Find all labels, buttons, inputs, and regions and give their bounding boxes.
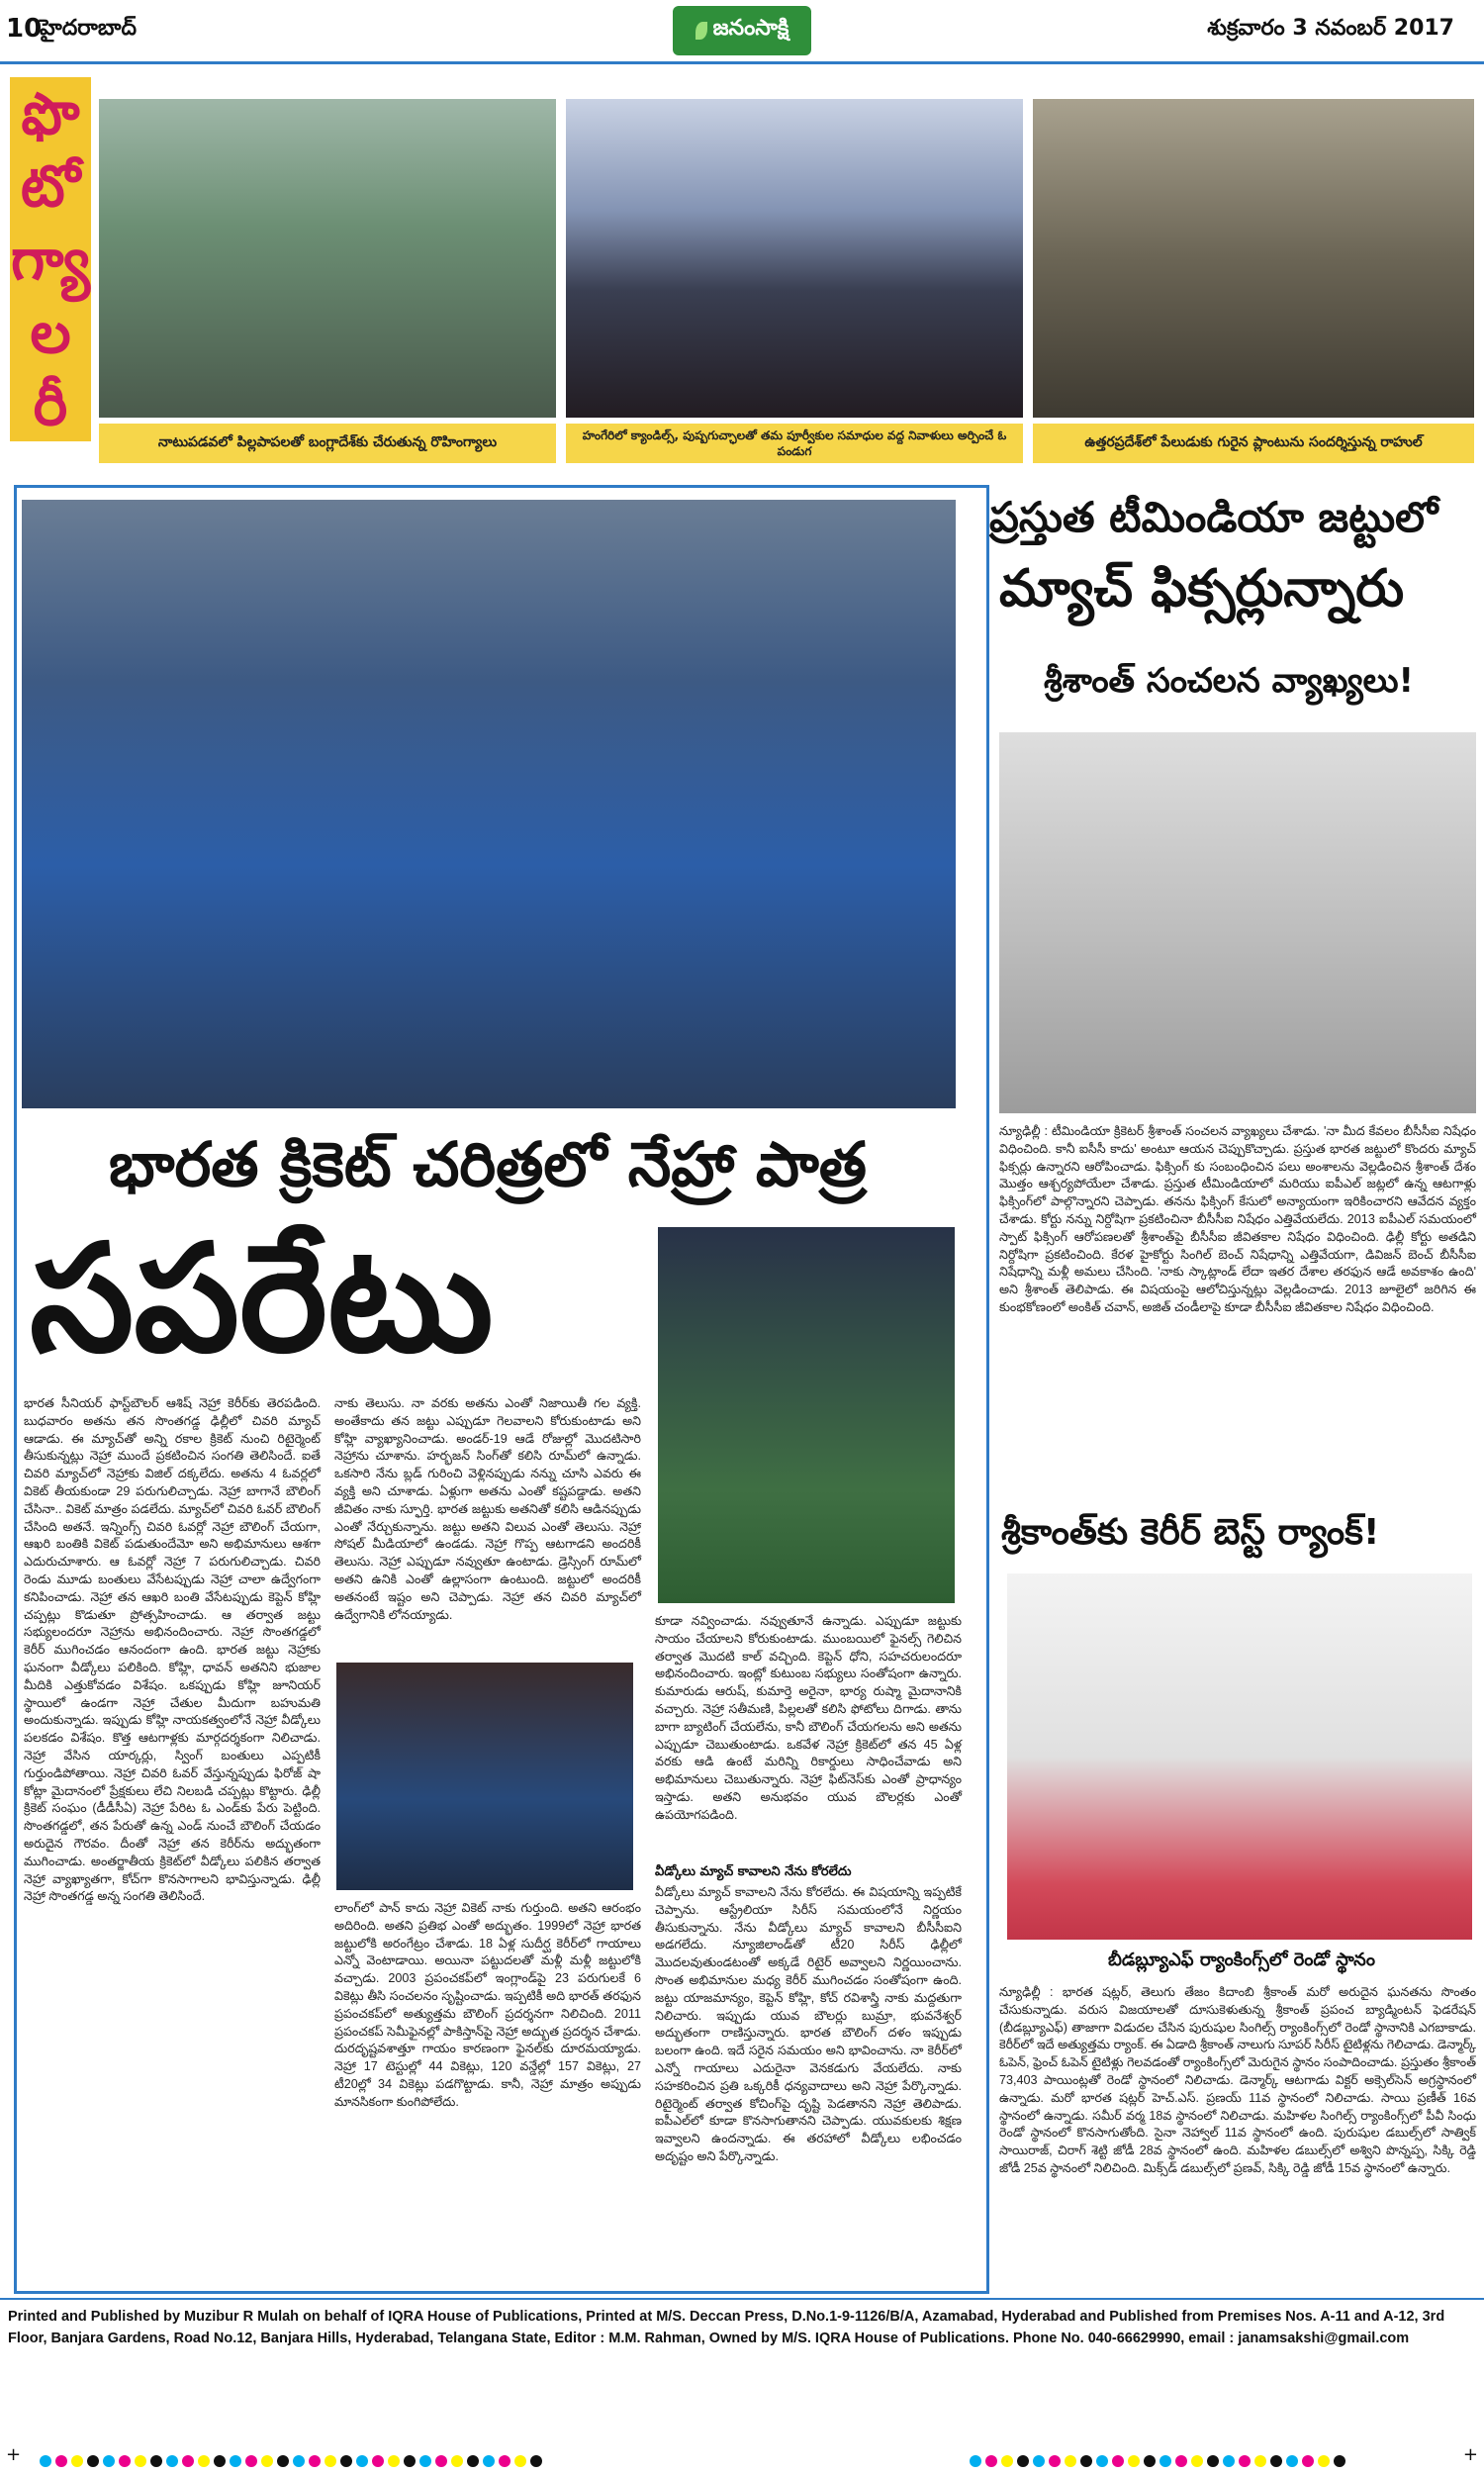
- sreesanth-headline-line2: మ్యాచ్ ఫిక్సర్లున్నారు: [999, 559, 1405, 619]
- footer-imprint: Printed and Published by Muzibur R Mulah on behalf of IQRA House of Publications, Printed at M/S. Deccan Press, D.No.1-9-1126/B/A, Azamabad, Hyderabad and Published from Premises Nos. A-11 and A-12, 3rd Floor, Banjara Gardens, Road No.12, Banjara Hills, Hyderabad, Telangana State, Editor : M.M. Rahman, Owned by M/S. IQRA House of Publications. Phone No. 040-66629990, email : janamsakshi@gmail.com: [8, 2309, 1445, 2346]
- nehra-col-3b: వీడ్కోలు మ్యాచ్ కావాలని నేను కోరలేదు. ఈ విషయాన్ని ఇప్పటికే చెప్పాను. ఆస్ట్రేలియా సిరీస్ సమయంలోనే నిర్ణయం తీసుకున్నాను. నేను వీడ్కోలు మ్యాచ్ కావాలని బీసీసీఐని అడగలేదు. న్యూజిలాండ్‌తో టీ20 సిరీస్ ఢిల్లీలో మొదలవుతుండటంతో అక్కడే రిటైర్ అవ్వాలని నిర్ణయించాను. సొంత అభిమానుల మధ్య కెరీర్ ముగించడం సంతోషంగా ఉంది. జట్టు యాజమాన్యం, కెప్టెన్ కోహ్లి, కోచ్ రవిశాస్త్రి నాకు మద్దతుగా నిలిచారు. ఇప్పుడు యువ బౌలర్లు బుమ్రా, భువనేశ్వర్ అద్భుతంగా రాణిస్తున్నారు. భారత బౌలింగ్ దళం ఇప్పుడు బలంగా ఉంది. ఇదే సరైన సమయం అని భావించాను. నా కెరీర్‌లో ఎన్నో గాయాలు ఎదురైనా వెనకడుగు వేయలేదు. నాకు సహకరించిన ప్రతి ఒక్కరికీ ధన్యవాదాలు అని నెహ్రా పేర్కొన్నాడు. రిటైర్మెంట్ తర్వాత కోచింగ్‌పై దృష్టి పెడతానని నెహ్రా తెలిపాడు. ఐపీఎల్‌లో కూడా కొనసాగుతానని చెప్పాడు. యువకులకు శిక్షణ ఇవ్వాలని ఉందన్నాడు. ఈ తరహాలో వీడ్కోలు లభించడం అదృష్టం అని పేర్కొన్నాడు.: [655, 1885, 966, 2163]
- leaf-icon: [696, 22, 707, 40]
- header-divider: [0, 61, 1484, 64]
- color-registration-strip: [40, 2455, 542, 2467]
- nehra-col-3: కూడా నవ్వించాడు. నవ్వుతూనే ఉన్నాడు. ఎప్పుడూ జట్టుకు సాయం చేయాలని కోరుకుంటాడు. ముంబయిలో ఫైనల్స్ గెలిచిన తర్వాత మొదటి కాల్ వచ్చింది. కెప్టెన్ ధోని, సహచరులందరూ అభినందించారు. ఇంట్లో కుటుంబ సభ్యులు సంతోషంగా ఉన్నారు. కుమారుడు ఆరుష్, కుమార్తె అరైనా, భార్య రుష్మా మైదానానికి వచ్చారు. నెహ్రా సతీమణి, పిల్లలతో కలిసి ఫోటోలు దిగాడు. తాను బాగా బ్యాటింగ్ చేయలేను, కానీ బౌలింగ్ చేయగలను అని అతను ఎప్పుడూ చెబుతుంటాడు. ఒకవేళ నెహ్రా క్రికెట్‌లో తన 45 ఏళ్ల వరకు ఆడి ఉంటే మరిన్ని రికార్డులు సాధించేవాడు అని అభిమానులు చెబుతున్నారు. నెహ్రా ఫిట్‌నెస్‌కు ఎంతో ప్రాధాన్యం ఇస్తాడు. అతని అనుభవం యువ బౌలర్లకు ఎంతో ఉపయోగపడింది.: [655, 1614, 966, 1822]
- srikanth-photo: [1007, 1573, 1472, 1940]
- gallery-photo-rohingya: [99, 99, 556, 418]
- nehra-family-photo: [658, 1227, 955, 1603]
- header-city: హైదరాబాద్: [40, 16, 137, 41]
- sreesanth-photo: [999, 732, 1476, 1113]
- nehra-col-3-subhead: వీడ్కోలు మ్యాచ్ కావాలని నేను కోరలేదు: [655, 1864, 852, 1879]
- gallery-caption-1: నాటుపడవలో పిల్లపాపలతో బంగ్లాదేశ్‌కు చేరుతున్న రొహింగ్యాలు: [99, 424, 556, 463]
- gallery-letter: రీ: [33, 371, 68, 439]
- nehra-headline: భారత క్రికెట్ చరిత్రలో నేహ్రా పాత్ర: [109, 1128, 868, 1200]
- page-number: 10: [6, 14, 43, 44]
- color-registration-strip-right: [970, 2455, 1345, 2467]
- gallery-letter: ల: [30, 298, 71, 366]
- footer-divider: [0, 2298, 1484, 2300]
- gallery-letter: ఫొ: [21, 79, 80, 147]
- registration-mark-icon-right: +: [1462, 2444, 1478, 2465]
- srikanth-photo-caption: బీడబ్ల్యూఎఫ్ ర్యాంకింగ్స్‌లో రెండో స్థానం: [1108, 1950, 1375, 1970]
- sreesanth-subheadline: శ్రీశాంత్ సంచలన వ్యాఖ్యలు!: [1044, 661, 1415, 701]
- sreesanth-body: న్యూఢిల్లీ : టీమిండియా క్రికెటర్ శ్రీశాంత్ సంచలన వ్యాఖ్యలు చేశాడు. 'నా మీద కేవలం బీసీసీఐ నిషేధం విధించింది. కానీ ఐసీసీ కాదు' అంటూ ఆయన చెప్పుకొచ్చాడు. ప్రస్తుత భారత జట్టులో కొందరు మ్యాచ్ ఫిక్సర్లు ఉన్నారని ఆరోపించాడు. ఫిక్సింగ్ కు సంబంధించిన పలు అంశాలను వెల్లడించిన శ్రీశాంత్ దేశం మొత్తం ఆశ్చర్యపోయేలా చేశాడు. ప్రస్తుత టీమిండియాలో మరియు ఐపీఎల్ జట్లలో ఉన్న ఆటగాళ్లు ఫిక్సింగ్‌లో పాల్గొన్నారని చెప్పాడు. తనను ఫిక్సింగ్ కేసులో అన్యాయంగా ఇరికించారని ఆవేదన వ్యక్తం చేశాడు. కోర్టు నన్ను నిర్దోషిగా ప్రకటించినా బీసీసీఐ నిషేధం ఎత్తివేయలేదు. 2013 ఐపీఎల్ సమయంలో స్పాట్ ఫిక్సింగ్ ఆరోపణలతో శ్రీశాంత్‌పై బీసీసీఐ జీవితకాల నిషేధం విధించింది. ఢిల్లీ కోర్టు అతడిని నిర్దోషిగా ప్రకటించింది. కేరళ హైకోర్టు సింగిల్ బెంచ్ నిషేధాన్ని ఎత్తివేయగా, డివిజన్ బెంచ్ బీసీసీఐ నిషేధాన్ని మళ్లీ అమలు చేసింది. 'నాకు స్కాట్లాండ్ లేదా ఇతర దేశాల తరఫున ఆడే అవకాశం ఉంది' అని శ్రీశాంత్ తెలిపాడు. ఈ విషయంపై ఆలోచిస్తున్నట్లు వెల్లడించాడు. 2013 జూలైలో జరిగిన ఈ కుంభకోణంలో అంకిత్ చవాన్, అజిత్ చండీలాపై కూడా బీసీసీఐ జీవితకాల నిషేధం విధించింది.: [999, 1124, 1480, 1314]
- header-date: శుక్రవారం 3 నవంబర్ 2017: [1207, 16, 1454, 41]
- logo: [673, 6, 811, 55]
- nehra-big-word: సపరేటు: [30, 1213, 494, 1385]
- srikanth-body: న్యూఢిల్లీ : భారత షట్లర్, తెలుగు తేజం కిదాంబి శ్రీకాంత్ మరో అరుదైన ఘనతను సొంతం చేసుకున్నాడు. వరుస విజయాలతో దూసుకెళుతున్న శ్రీకాంత్ ప్రపంచ బ్యాడ్మింటన్ ఫెడరేషన్ (బీడబ్ల్యూఎఫ్) తాజాగా విడుదల చేసిన పురుషుల సింగిల్స్ ర్యాంకింగ్స్‌లో రెండో స్థానానికి ఎగబాకాడు. కెరీర్‌లో ఇదే అత్యుత్తమ ర్యాంక్. ఈ ఏడాది శ్రీకాంత్ నాలుగు సూపర్ సిరీస్ టైటిళ్లను గెలిచాడు. డెన్మార్క్ ఓపెన్, ఫ్రెంచ్ ఓపెన్ టైటిళ్లు గెలవడంతో ర్యాంకింగ్స్‌లో మెరుగైన స్థానం సంపాదించాడు. ప్రస్తుతం శ్రీకాంత్ 73,403 పాయింట్లతో రెండో స్థానంలో నిలిచాడు. డెన్మార్క్ ఆటగాడు విక్టర్ అక్సెల్‌సెన్ అగ్రస్థానంలో ఉన్నాడు. మరో భారత షట్లర్ హెచ్.ఎస్. ప్రణయ్ 11వ స్థానంలో నిలిచాడు. సాయి ప్రణీత్ 16వ స్థానంలో ఉన్నాడు. సమీర్ వర్మ 18వ స్థానంలో నిలిచాడు. మహిళల సింగిల్స్ ర్యాంకింగ్స్‌లో పీవీ సింధు రెండో స్థానంలో కొనసాగుతోంది. సైనా నెహ్వాల్ 11వ స్థానంలో ఉంది. పురుషుల డబుల్స్‌లో సాత్విక్ సాయిరాజ్, చిరాగ్ శెట్టి జోడీ 28వ స్థానంలో ఉంది. మహిళల డబుల్స్‌లో అశ్విని పొన్నప్ప, సిక్కి రెడ్డి జోడీ 25వ స్థానంలో నిలిచింది. మిక్స్‌డ్ డబుల్స్‌లో ప్రణవ్, సిక్కి రెడ్డి జోడీ 15వ స్థానంలో ఉన్నారు.: [999, 1985, 1480, 2175]
- nehra-lifted-photo: [336, 1663, 633, 1890]
- registration-mark-icon: +: [6, 2444, 22, 2465]
- nehra-main-photo: [22, 500, 956, 1108]
- gallery-caption-3: ఉత్తరప్రదేశ్‌లో పేలుడుకు గురైన ప్లాంటును సందర్శిస్తున్న రాహుల్: [1033, 424, 1474, 463]
- gallery-caption-2: హంగేరిలో క్యాండిల్స్‌, పుష్పగుచ్ఛాలతో తమ పూర్వీకుల సమాధుల వద్ద నివాళులు అర్పించే ఓ పండుగ: [566, 424, 1023, 463]
- page-header: [0, 0, 1484, 71]
- logo-text: జనంసాక్షి: [712, 16, 789, 41]
- nehra-col-2: నాకు తెలుసు. నా వరకు అతను ఎంతో నిజాయితీ గల వ్యక్తి. అంతేకాదు తన జట్టు ఎప్పుడూ గెలవాలని కోరుకుంటాడు అని కోహ్లి వ్యాఖ్యానించాడు. అండర్-19 ఆడే రోజుల్లో మొదటిసారి నెహ్రాను చూశాను. హర్భజన్ సింగ్‌తో కలిసి రూమ్‌లో ఉన్నాడు. ఒకసారి నేను బ్లడ్ గురించి వెళ్లినప్పుడు నన్ను చూసి ఎవరు ఈ వ్యక్తి అని చూశాడు. ఏళ్లుగా అతను ఎంతో కష్టపడ్డాడు. అతని జీవితం నాకు స్ఫూర్తి. భారత జట్టుకు అతనితో కలిసి ఆడినప్పుడు ఎంతో నేర్చుకున్నాను. జట్టు అతని విలువ ఎంతో తెలుసు. నెహ్రా సోషల్ మీడియాలో ఉండడు. నెహ్రా గొప్ప ఆటగాడని అందరికీ తెలుసు. నెహ్రా ఎప్పుడూ నవ్వుతూ ఉంటాడు. డ్రెస్సింగ్ రూమ్‌లో అతని ఉనికి ఎంతో ఉల్లాసంగా ఉంటుంది. జట్టులో అందరికీ అతనంటే ఇష్టం అని చెప్పాడు. నెహ్రా తన చివరి మ్యాచ్‌లో ఉద్వేగానికి లోనయ్యాడు.: [334, 1396, 645, 1622]
- nehra-col-1: భారత సీనియర్ ఫాస్ట్‌బౌలర్ ఆశిష్ నెహ్రా కెరీర్‌కు తెరపడింది. బుధవారం అతను తన సొంతగడ్డ ఢిల్లీలో చివరి మ్యాచ్ ఆడాడు. ఈ మ్యాచ్‌తో అన్ని రకాల క్రికెట్ నుంచి రిటైర్మెంట్ తీసుకున్నట్లు నెహ్రా ముందే ప్రకటించిన సంగతి తెలిసిందే. ఐతే చివరి మ్యాచ్‌లో నెహ్రాకు విజిల్ దక్కలేదు. అతను 4 ఓవర్లలో వికెట్ తీయకుండా 29 పరుగులిచ్చాడు. నెహ్రా బాగానే బౌలింగ్ చేసినా.. వికెట్ మాత్రం పడలేదు. మ్యాచ్‌లో చివరి ఓవర్ బౌలింగ్ చేసింది అతనే. ఇన్నింగ్స్ చివరి ఓవర్లో నెహ్రా బౌలింగ్ చేయగా, ఆఖరి బంతికి వికెట్ పడుతుందేమో అని అభిమానులు ఆశగా ఎదురుచూశారు. ఆ ఓవర్లో నెహ్రా 7 పరుగులిచ్చాడు. చివరి రెండు మూడు బంతులు వేసేటప్పుడు నెహ్రా చాలా ఉద్వేగంగా కనిపించాడు. నెహ్రా తన ఆఖరి బంతి వేసేటప్పుడు కెప్టెన్ కోహ్లి చప్పట్లు కొడుతూ ప్రోత్సహించాడు. ఆ తర్వాత జట్టు సభ్యులందరూ నెహ్రాను అభినందించారు. నెహ్రా సొంతగడ్డలో కెరీర్ ముగించడం ఆనందంగా ఉంది. భారత జట్టు నెహ్రాకు ఘనంగా వీడ్కోలు పలికింది. కోహ్లి, ధావన్ అతనిని భుజాల మీదికి ఎత్తుకోవడం విశేషం. ఒకప్పుడు కోహ్లి జూనియర్ స్థాయిలో ఉండగా నెహ్రా చేతుల మీదుగా బహుమతి అందుకున్నాడు. ఇప్పుడు కోహ్లి నాయకత్వంలోనే నెహ్రా వీడ్కోలు పలకడం విశేషం. కొత్త ఆటగాళ్లకు మార్గదర్శకంగా నిలిచాడు. నెహ్రా వేసిన యార్కర్లు, స్వింగ్ బంతులు ఎప్పటికీ గుర్తుండిపోతాయి. నెహ్రా చివరి ఓవర్ వేస్తున్నప్పుడు ఫిరోజ్ షా కోట్లా మైదానంలో ప్రేక్షకులు లేచి నిలబడి చప్పట్లు కొట్టారు. ఢిల్లీ క్రికెట్ సంఘం (డీడీసీఏ) నెహ్రా పేరిట ఓ ఎండ్‌కు పేరు పెట్టింది. సొంతగడ్డలో, తన పేరుతో ఉన్న ఎండ్ నుంచే బౌలింగ్ చేయడం అరుదైన గౌరవం. దీంతో నెహ్రా తన కెరీర్‌ను అద్భుతంగా ముగించాడు. అంతర్జాతీయ క్రికెట్‌లో వీడ్కోలు పలికిన తర్వాత నెహ్రా వ్యాఖ్యాతగా, కోచ్‌గా కొనసాగాలని భావిస్తున్నాడు. ఢిల్లీ నెహ్రా సొంతగడ్డ అన్న సంగతి తెలిసిందే.: [24, 1396, 325, 1904]
- sreesanth-headline-line1: ప్రస్తుత టీమిండియా జట్టులో: [989, 493, 1438, 541]
- gallery-photo-rahul: [1033, 99, 1474, 418]
- srikanth-headline: శ్రీకాంత్‌కు కెరీర్ బెస్ట్ ర్యాంక్!: [1001, 1512, 1380, 1553]
- gallery-letter: గ్యా: [11, 225, 90, 293]
- gallery-letter: టో: [20, 152, 81, 221]
- nehra-col-2b: లాంగ్‌లో పాన్ కాదు నెహ్రా వికెట్ నాకు గుర్తుంది. అతని ఆరంభం అదిరింది. అతని ప్రతిభ ఎంతో అద్భుతం. 1999లో నెహ్రా భారత జట్టులోకి అరంగేట్రం చేశాడు. 18 ఏళ్ల సుదీర్ఘ కెరీర్‌లో గాయాలు ఎన్నో వెంటాడాయి. అయినా పట్టుదలతో మళ్లీ మళ్లీ జట్టులోకి వచ్చాడు. 2003 ప్రపంచకప్‌లో ఇంగ్లాండ్‌పై 23 పరుగులకే 6 వికెట్లు తీసి సంచలనం సృష్టించాడు. ఇప్పటికీ అది భారత్ తరఫున ప్రపంచకప్‌లో అత్యుత్తమ బౌలింగ్ ప్రదర్శనగా నిలిచింది. 2011 ప్రపంచకప్ సెమీఫైనల్లో పాకిస్తాన్‌పై నెహ్రా అద్భుత ప్రదర్శన చేశాడు. దురదృష్టవశాత్తూ గాయం కారణంగా ఫైనల్‌కు దూరమయ్యాడు. నెహ్రా 17 టెస్టుల్లో 44 వికెట్లు, 120 వన్డేల్లో 157 వికెట్లు, 27 టీ20ల్లో 34 వికెట్లు పడగొట్టాడు. కానీ, నెహ్రా మాత్రం అప్పుడు మానసికంగా కుంగిపోలేదు.: [334, 1901, 645, 2109]
- gallery-vertical-title: [10, 77, 91, 441]
- gallery-photo-candles: [566, 99, 1023, 418]
